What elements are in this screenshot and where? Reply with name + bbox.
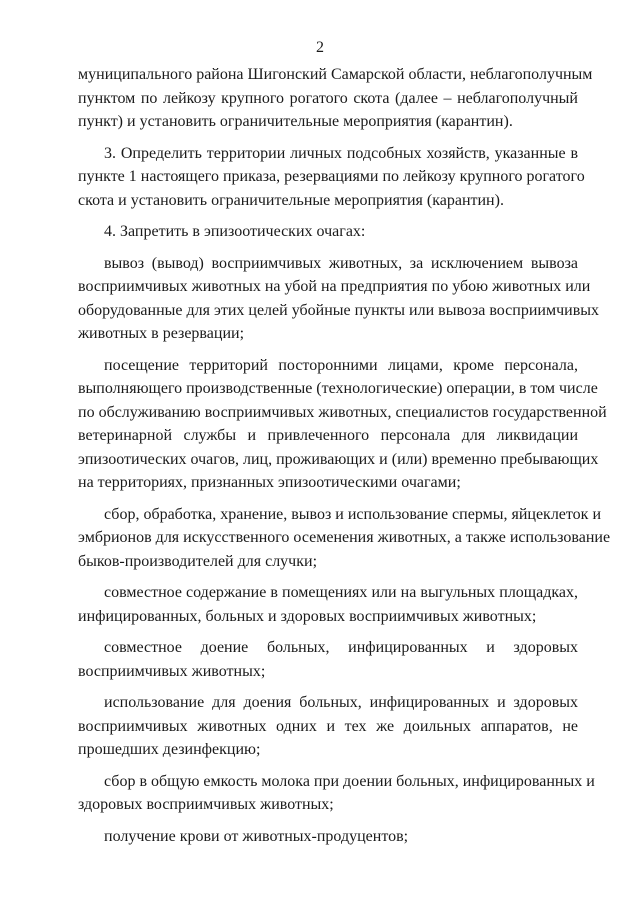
document-body (78, 63, 611, 848)
paragraph-p11 (78, 825, 578, 849)
paragraph-p9 (78, 691, 578, 762)
text-line: муниципального района Шигонский Самарской области, неблагополучным (78, 66, 593, 83)
text-line: 3. Определить территории личных подсобных хозяйств, указанные в (104, 144, 578, 162)
text-line: скота и установить ограничительные мероприятия (карантин). (78, 191, 504, 209)
text-line: эмбрионов для искусственного осеменения животных, а также использование (78, 529, 611, 546)
paragraph-p7 (78, 581, 578, 628)
text-line: животных в резервации; (78, 325, 245, 342)
paragraph-p10 (78, 770, 595, 817)
paragraph-gap (78, 244, 578, 252)
paragraph-gap (78, 762, 578, 770)
text-line: восприимчивых животных; (78, 662, 266, 680)
paragraph-gap (78, 573, 578, 581)
text-line: использование для доения больных, инфицированных и здоровых (104, 694, 578, 711)
text-line: выполняющего производственные (технологические) операции, в том числе (78, 380, 598, 397)
text-line: здоровых восприимчивых животных; (78, 796, 334, 813)
paragraph-gap (78, 495, 578, 503)
text-line: получение крови от животных-продуцентов; (104, 827, 409, 845)
paragraph-p3 (78, 220, 578, 244)
text-line: прошедших дезинфекцию; (78, 741, 261, 758)
text-line: на территориях, признанных эпизоотическими очагами; (78, 474, 461, 491)
paragraph-gap (78, 346, 578, 354)
text-line: пункте 1 настоящего приказа, резервациями по лейкозу крупного рогатого (78, 168, 585, 185)
paragraph-p2 (78, 142, 585, 213)
text-line: сбор, обработка, хранение, вывоз и использование спермы, яйцеклеток и (104, 505, 602, 523)
text-line: по обслуживанию восприимчивых животных, специалистов государственной (78, 403, 607, 421)
text-line: оборудованные для этих целей убойные пункты или вывоза восприимчивых (78, 301, 599, 319)
text-line: восприимчивых животных одних и тех же доильных аппаратов, не (78, 717, 578, 735)
paragraph-gap (78, 683, 578, 691)
paragraph-gap (78, 628, 578, 636)
text-line: ветеринарной службы и привлеченного персонала для ликвидации (78, 427, 578, 444)
text-line: инфицированных, больных и здоровых восприимчивых животных; (78, 607, 537, 625)
text-line: быков-производителей для случки; (78, 552, 318, 570)
paragraph-p5 (78, 354, 607, 495)
paragraph-gap (78, 134, 578, 142)
paragraph-gap (78, 817, 578, 825)
paragraph-p6 (78, 503, 611, 574)
text-line: пункт) и установить ограничительные мероприятия (карантин). (78, 113, 513, 130)
paragraph-p8 (78, 636, 578, 683)
paragraph-gap (78, 212, 578, 220)
page-number: 2 (316, 39, 324, 56)
text-line: восприимчивых животных на убой на предприятия по убою животных или (78, 278, 591, 295)
text-line: сбор в общую емкость молока при доении больных, инфицированных и (104, 772, 595, 790)
paragraph-p4 (78, 252, 599, 346)
text-line: совместное содержание в помещениях или на выгульных площадках, (104, 584, 578, 601)
text-line: пунктом по лейкозу крупного рогатого скота (далее – неблагополучный (78, 89, 578, 107)
text-line: вывоз (вывод) восприимчивых животных, за исключением вывоза (104, 254, 578, 272)
text-line: посещение территорий посторонними лицами, кроме персонала, (104, 356, 578, 374)
text-line: 4. Запретить в эпизоотических очагах: (104, 223, 366, 240)
text-line: совместное доение больных, инфицированных и здоровых (104, 639, 578, 656)
text-line: эпизоотических очагов, лиц, проживающих и (или) временно пребывающих (78, 450, 599, 468)
paragraph-p1 (78, 63, 593, 134)
